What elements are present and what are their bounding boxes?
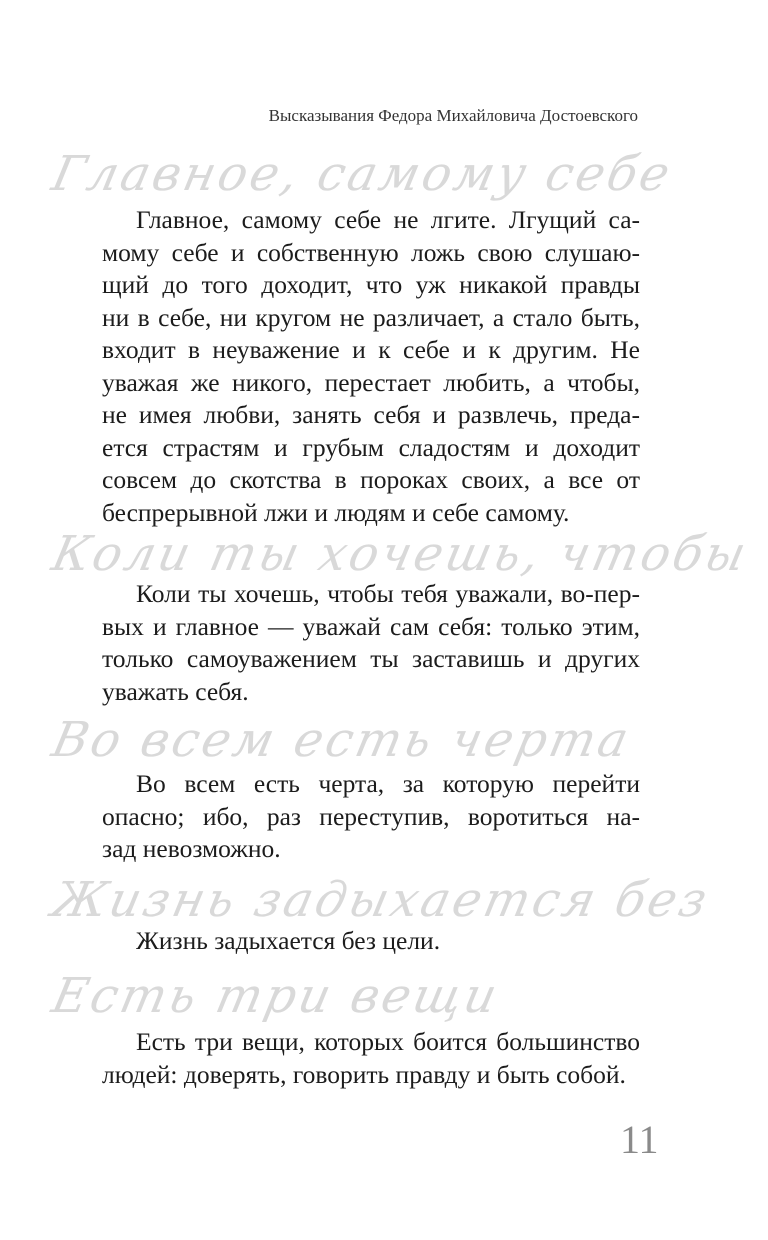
quote-line: Жизнь задыхается без цели. xyxy=(136,926,441,955)
quote-4 xyxy=(102,925,640,958)
running-head: Высказывания Федора Михайловича Достоевского xyxy=(268,106,638,125)
script-heading-1: Главное, самому себе xyxy=(47,146,678,202)
quote-line: Во всем есть черта, за которую перейти xyxy=(136,769,640,798)
quote-line: входит в неуважение и к себе и к другим. Не xyxy=(102,335,640,364)
script-heading-4: Жизнь задыхается без xyxy=(47,872,715,928)
quote-line: ется страстям и грубым сладостям и доходит xyxy=(102,432,640,462)
quote-line: Есть три вещи, которых боится большинство xyxy=(136,1027,640,1056)
quote-line: только самоуважением ты заставишь и других xyxy=(102,644,640,673)
script-heading-3: Во всем есть черта xyxy=(47,712,637,768)
quote-line: ни в себе, ни кругом не различает, а стало быть, xyxy=(102,302,640,332)
quote-3 xyxy=(102,768,640,866)
quote-line: Главное, самому себе не лгите. Лгущий са- xyxy=(136,205,640,234)
quote-line: щий до того доходит, что уж никакой правды xyxy=(102,270,640,299)
quote-line: Коли ты хочешь, чтобы тебя уважали, во-пер- xyxy=(136,579,640,608)
script-heading-2: Коли ты хочешь, чтобы xyxy=(47,526,754,582)
quote-line: уважая же никого, перестает любить, а чтобы, xyxy=(102,367,640,397)
script-heading-5: Есть три вещи xyxy=(47,968,505,1024)
page-number: 11 xyxy=(620,1117,659,1162)
quote-line: вых и главное — уважай сам себя: только этим, xyxy=(102,611,640,641)
quote-line: совсем до скотства в пороках своих, а все от xyxy=(102,465,640,494)
quote-line: не имея любви, занять себя и развлечь, преда- xyxy=(102,400,640,429)
quote-line: опасно; ибо, раз переступив, воротиться на- xyxy=(102,801,640,831)
quote-line: людей: доверять, говорить правду и быть собой. xyxy=(102,1059,626,1089)
quote-line: зад невозможно. xyxy=(102,834,281,863)
quote-line: уважать себя. xyxy=(102,676,249,706)
quote-line: мому себе и собственную ложь свою слушаю- xyxy=(102,237,640,267)
quote-5 xyxy=(102,1026,640,1091)
quote-2 xyxy=(102,578,640,708)
quote-1 xyxy=(102,204,640,529)
quote-line: беспрерывной лжи и людям и себе самому. xyxy=(102,497,570,527)
